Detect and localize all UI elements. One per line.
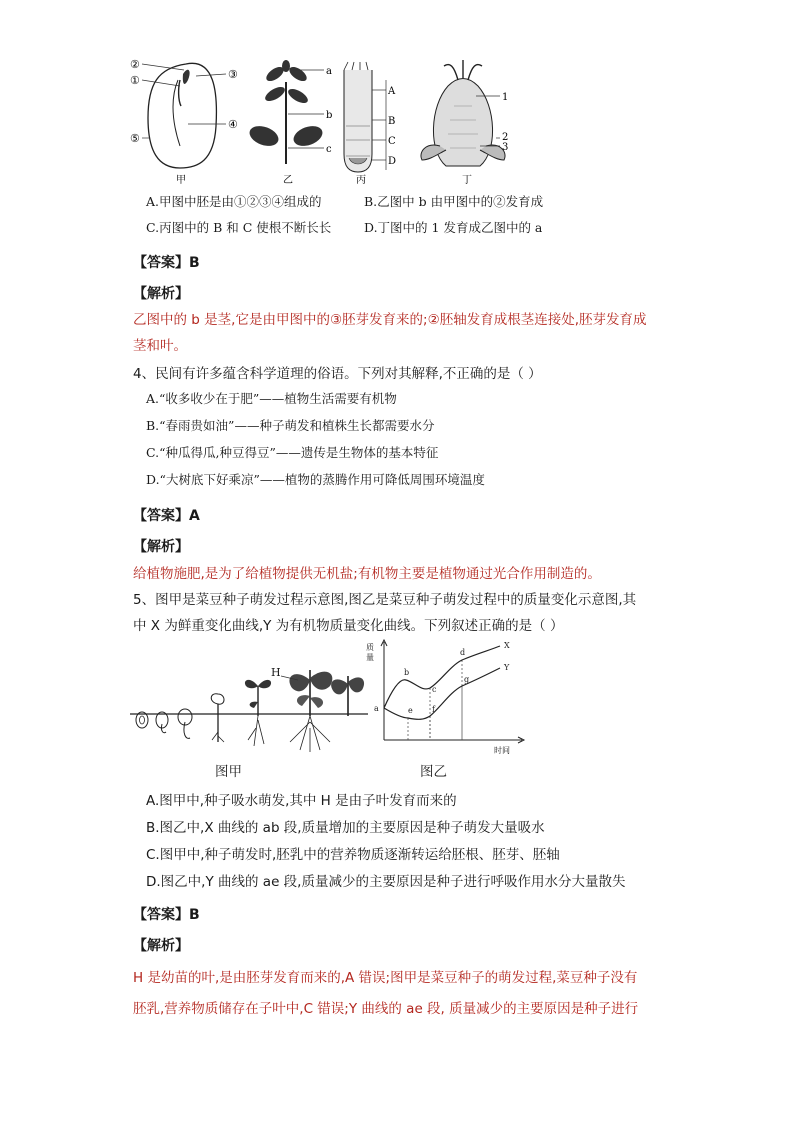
point-label-d: d <box>460 648 466 657</box>
analysis-text: H 是幼苗的叶,是由胚芽发育而来的,A 错误;图甲是菜豆种子的萌发过程,菜豆种子没有 <box>133 970 638 986</box>
label-3: ③ <box>228 68 238 81</box>
label-1: ① <box>130 74 140 87</box>
seed-diagram <box>142 63 226 168</box>
point-label-f: f <box>432 705 435 714</box>
x-axis-label: 时间 <box>494 746 510 755</box>
label-c: c <box>326 144 332 155</box>
bud-diagram <box>421 60 505 166</box>
seedling-stage-7 <box>331 676 364 716</box>
label-2: ② <box>130 58 140 71</box>
analysis-text: 乙图中的 b 是茎,它是由甲图中的③胚芽发育来的;②胚轴发育成根茎连接处,胚芽发育成 <box>133 312 647 328</box>
option-b: B.图乙中,X 曲线的 ab 段,质量增加的主要原因是种子萌发大量吸水 <box>146 820 545 836</box>
analysis-text: 给植物施肥,是为了给植物提供无机盐;有机物主要是植物通过光合作用制造的。 <box>133 566 601 582</box>
label-d1: 1 <box>502 92 509 103</box>
seed-stage-2 <box>156 712 168 733</box>
point-label-a: a <box>374 704 379 713</box>
answer-label: 【答案】A <box>133 508 200 524</box>
label-h: H <box>271 666 281 679</box>
option-a: A.甲图中胚是由①②③④组成的 <box>146 194 322 209</box>
label-b: b <box>326 110 333 121</box>
series-label-x: X <box>504 641 510 650</box>
option-b: B.乙图中 b 由甲图中的②发育成 <box>364 194 544 209</box>
label-a: a <box>326 66 332 77</box>
seed-stage-4 <box>211 694 224 742</box>
y-axis-label: 量 <box>366 653 374 662</box>
option-a: A.“收多收少在于肥”——植物生活需要有机物 <box>146 391 397 406</box>
answer-label: 【答案】B <box>133 907 200 923</box>
seedling-stage-6 <box>289 670 332 752</box>
point-label-e: e <box>408 706 413 715</box>
option-c: C.图甲中,种子萌发时,胚乳中的营养物质逐渐转运给胚根、胚芽、胚轴 <box>146 847 560 863</box>
answer-label: 【答案】B <box>133 255 200 271</box>
caption-ding: 丁 <box>462 175 472 186</box>
option-d: D.丁图中的 1 发育成乙图中的 a <box>364 220 543 235</box>
question-stem: 4、民间有许多蕴含科学道理的俗语。下列对其解释,不正确的是（ ） <box>133 366 542 382</box>
caption-jia: 甲 <box>176 175 186 186</box>
caption-bing: 丙 <box>356 175 366 186</box>
point-label-c: c <box>432 685 437 694</box>
label-D: D <box>388 156 397 167</box>
mass-chart <box>364 636 534 758</box>
question-stem: 5、图甲是菜豆种子萌发过程示意图,图乙是菜豆种子萌发过程中的质量变化示意图,其 <box>133 592 637 608</box>
option-b: B.“春雨贵如油”——种子萌发和植株生长都需要水分 <box>146 418 435 433</box>
point-label-b: b <box>404 668 410 677</box>
seedling-stage-5 <box>245 680 271 746</box>
figure-caption-jia: 图甲 <box>215 764 242 780</box>
structure-figure <box>128 56 528 186</box>
analysis-label: 【解析】 <box>133 938 189 954</box>
option-d: D.“大树底下好乘凉”——植物的蒸腾作用可降低周围环境温度 <box>146 472 485 487</box>
option-d: D.图乙中,Y 曲线的 ae 段,质量减少的主要原因是种子进行呼吸作用水分大量散失 <box>146 874 626 890</box>
label-4: ④ <box>228 118 238 131</box>
caption-yi: 乙 <box>283 175 293 186</box>
option-c: C.丙图中的 B 和 C 使根不断长长 <box>146 220 332 235</box>
label-5: ⑤ <box>130 132 140 145</box>
option-c: C.“种瓜得瓜,种豆得豆”——遗传是生物体的基本特征 <box>146 445 439 460</box>
point-label-g: g <box>464 675 470 684</box>
label-C: C <box>388 136 396 147</box>
question-stem: 中 X 为鲜重变化曲线,Y 为有机物质量变化曲线。下列叙述正确的是（ ） <box>133 618 564 634</box>
label-d2: 2 <box>502 132 509 143</box>
y-axis-label: 质 <box>366 643 374 652</box>
analysis-text: 茎和叶。 <box>133 338 187 354</box>
label-A: A <box>388 86 396 97</box>
label-B: B <box>388 116 396 127</box>
analysis-label: 【解析】 <box>133 286 189 302</box>
analysis-label: 【解析】 <box>133 539 189 555</box>
option-a: A.图甲中,种子吸水萌发,其中 H 是由子叶发育而来的 <box>146 793 457 809</box>
root-tip-diagram <box>344 62 386 172</box>
analysis-text: 胚乳,营养物质储存在子叶中,C 错误;Y 曲线的 ae 段, 质量减少的主要原因是种子进行 <box>133 1001 639 1017</box>
seedling-diagram <box>247 60 325 164</box>
series-y-line <box>384 668 500 719</box>
germination-figure <box>130 662 368 752</box>
label-d3: 3 <box>502 142 509 153</box>
figure-caption-yi: 图乙 <box>420 764 447 780</box>
series-label-y: Y <box>504 663 510 672</box>
